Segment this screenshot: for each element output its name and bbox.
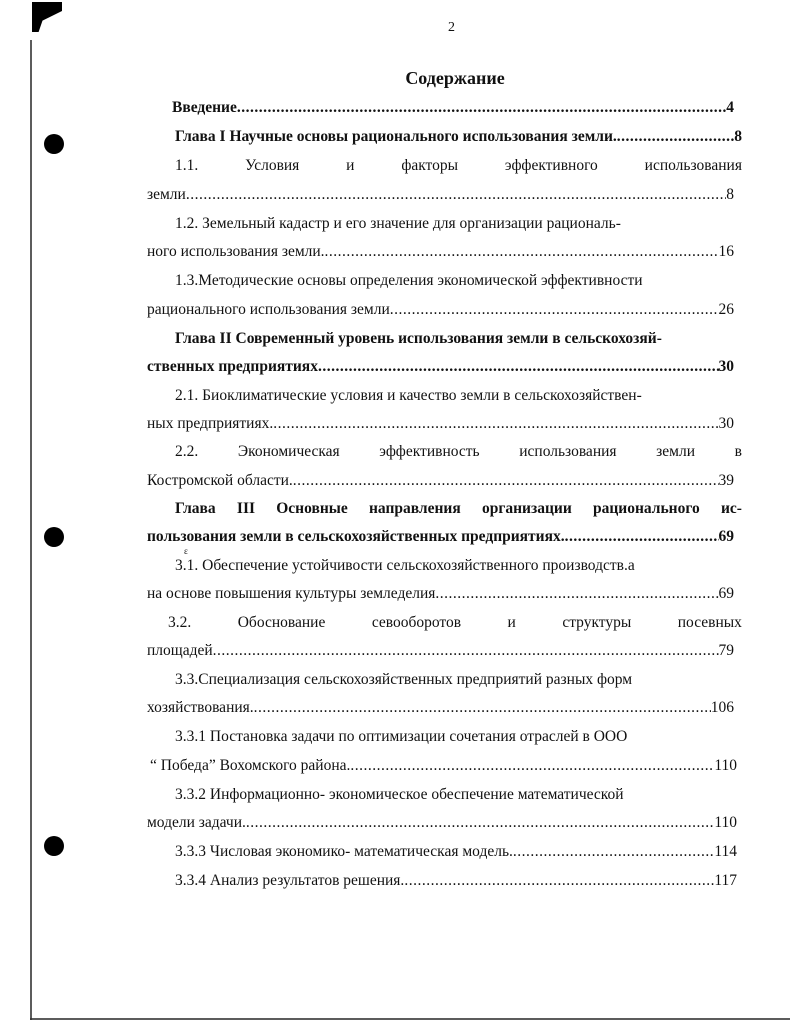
scan-left-edge — [30, 40, 32, 1020]
punch-hole — [44, 134, 64, 154]
toc-entry-text: “ Победа” Вохомского района. — [150, 757, 351, 774]
toc-leader — [404, 872, 714, 890]
page-title: Содержание — [405, 68, 505, 88]
toc-entry-text: хозяйствования. — [147, 699, 254, 716]
toc-entry-text: земли — [147, 186, 186, 203]
toc-entry-text: ных предприятиях. — [147, 415, 274, 432]
toc-page: 39 — [718, 472, 734, 489]
toc-word: III — [236, 500, 256, 517]
toc-leader — [186, 186, 726, 204]
toc-entry-text: 1.2. Земельный кадастр и его значение для организации рациональ- — [175, 215, 621, 232]
toc-entry-2-1[interactable] — [175, 387, 642, 407]
toc-entry-text: ного использования земли. — [147, 243, 325, 260]
toc-page: 110 — [714, 814, 737, 831]
toc-entry-text: 3.3.1 Постановка задачи по оптимизации сочетания отраслей в ООО — [175, 728, 628, 745]
toc-entry-2-2-cont[interactable] — [147, 472, 734, 492]
toc-entry-text: Глава II Современный уровень использования земли в сельскохозяй- — [175, 330, 662, 347]
scan-bottom-edge — [30, 1018, 790, 1020]
toc-leader — [237, 99, 726, 117]
toc-page: 69 — [718, 585, 734, 602]
page-number: 2 — [448, 20, 455, 35]
toc-entry-3-2[interactable] — [168, 614, 742, 634]
toc-entry-text: 1.3.Методические основы определения экономической эффективности — [175, 272, 643, 289]
toc-page: 16 — [718, 243, 734, 260]
toc-word: ис- — [720, 500, 742, 517]
toc-entry-3-1[interactable] — [175, 557, 635, 577]
toc-leader — [273, 415, 718, 433]
toc-entry-2-2[interactable] — [175, 443, 742, 463]
toc-entry-1-1[interactable] — [175, 157, 742, 177]
punch-hole — [44, 527, 64, 547]
toc-page: 8 — [734, 128, 742, 145]
toc-word: использования — [644, 157, 742, 174]
toc-entry-text: Костромской области. — [147, 472, 293, 489]
toc-leader — [325, 243, 719, 261]
toc-entry-chapter-2-cont[interactable] — [147, 358, 734, 378]
toc-entry-text: 3.3.3 Числовая экономико- математическая модель. — [175, 843, 513, 860]
punch-hole — [44, 836, 64, 856]
toc-word: факторы — [401, 157, 459, 174]
toc-entry-text: 3.3.2 Информационно- экономическое обеспечение математической — [175, 786, 624, 803]
toc-entry-text: 2.1. Биоклиматические условия и качество земли в сельскохозяйствен- — [175, 387, 642, 404]
toc-page: 114 — [714, 843, 737, 860]
toc-leader — [617, 128, 734, 146]
toc-entry-text: рационального использования земли — [147, 301, 390, 318]
toc-entry-3-3-2-cont[interactable] — [147, 814, 737, 834]
toc-entry-text: 3.3.4 Анализ результатов решения. — [175, 872, 405, 889]
toc-page: 26 — [718, 301, 734, 318]
toc-word: посевных — [677, 614, 742, 631]
toc-entry-3-3-cont[interactable] — [147, 699, 734, 719]
toc-word: Экономическая — [237, 443, 340, 460]
toc-word: направления — [368, 500, 461, 517]
toc-entry-1-3-cont[interactable] — [147, 301, 734, 321]
toc-page: 79 — [718, 642, 734, 659]
toc-entry-3-3-1-cont[interactable] — [150, 757, 737, 777]
toc-entry-intro[interactable] — [172, 99, 734, 119]
toc-word: Глава — [175, 500, 216, 517]
toc-entry-text: Глава I Научные основы рационального использования земли. — [175, 128, 617, 145]
toc-entry-3-3-4[interactable] — [175, 872, 737, 892]
toc-entry-3-2-cont[interactable] — [147, 642, 734, 662]
toc-leader — [293, 472, 719, 490]
toc-entry-1-2[interactable] — [175, 215, 621, 235]
toc-word: севооборотов — [371, 614, 462, 631]
toc-entry-1-2-cont[interactable] — [147, 243, 734, 263]
toc-leader — [350, 757, 714, 775]
toc-leader — [435, 585, 718, 603]
toc-entry-3-3[interactable] — [175, 671, 632, 691]
toc-page: 106 — [710, 699, 734, 716]
toc-entry-chapter-3-cont[interactable] — [147, 528, 734, 548]
toc-entry-text: на основе повышения культуры земледелия — [147, 585, 436, 602]
toc-word: эффективность — [379, 443, 480, 460]
toc-entry-text: ственных предприятиях — [147, 358, 318, 375]
toc-page: 4 — [726, 99, 734, 116]
toc-word: 2.2. — [175, 443, 199, 460]
toc-entry-text: площадей — [147, 642, 213, 659]
toc-word: Обоснование — [237, 614, 326, 631]
toc-word: и — [346, 157, 355, 174]
toc-leader — [318, 358, 719, 376]
toc-leader — [246, 814, 714, 832]
toc-word: структуры — [562, 614, 632, 631]
toc-entry-text: 3.1. Обеспечение устойчивости сельскохозяйственного производств.а — [175, 557, 635, 574]
toc-leader — [213, 642, 719, 660]
toc-entry-text: модели задачи. — [147, 814, 246, 831]
toc-entry-chapter-3[interactable] — [175, 500, 742, 520]
toc-word: 1.1. — [175, 157, 199, 174]
toc-word: в — [734, 443, 742, 460]
toc-page: 30 — [718, 415, 734, 432]
toc-word: организации — [481, 500, 572, 517]
toc-page: 30 — [718, 358, 734, 375]
toc-leader — [565, 528, 719, 546]
toc-word: эффективного — [504, 157, 598, 174]
toc-entry-text: Введение — [172, 99, 237, 116]
toc-entry-3-3-1[interactable] — [175, 728, 627, 748]
toc-leader — [513, 843, 714, 861]
toc-entry-3-3-2[interactable] — [175, 786, 624, 806]
toc-entry-text: пользования земли в сельскохозяйственных предприятиях. — [147, 528, 565, 545]
toc-entry-chapter-2[interactable] — [175, 330, 662, 350]
toc-word: земли — [656, 443, 695, 460]
scan-small-mark: ε — [184, 546, 188, 556]
toc-page: 69 — [718, 528, 734, 545]
toc-entry-3-3-3[interactable] — [175, 843, 737, 863]
toc-word: и — [507, 614, 516, 631]
toc-leader — [254, 699, 711, 717]
toc-page: 110 — [714, 757, 737, 774]
toc-entry-1-1-cont[interactable] — [147, 186, 734, 206]
toc-word: использования — [519, 443, 617, 460]
toc-word: Условия — [245, 157, 300, 174]
toc-leader — [390, 301, 719, 319]
toc-word: Основные — [276, 500, 348, 517]
toc-page: 8 — [726, 186, 734, 203]
toc-word: рационального — [592, 500, 700, 517]
toc-word: 3.2. — [168, 614, 192, 631]
toc-entry-text: 3.3.Специализация сельскохозяйственных предприятий разных форм — [175, 671, 633, 688]
toc-entry-3-1-cont[interactable] — [147, 585, 734, 605]
toc-entry-chapter-1[interactable] — [175, 128, 742, 148]
toc-page: 117 — [714, 872, 737, 889]
scan-corner-mark — [32, 2, 62, 32]
toc-entry-1-3[interactable] — [175, 272, 643, 292]
toc-entry-2-1-cont[interactable] — [147, 415, 734, 435]
